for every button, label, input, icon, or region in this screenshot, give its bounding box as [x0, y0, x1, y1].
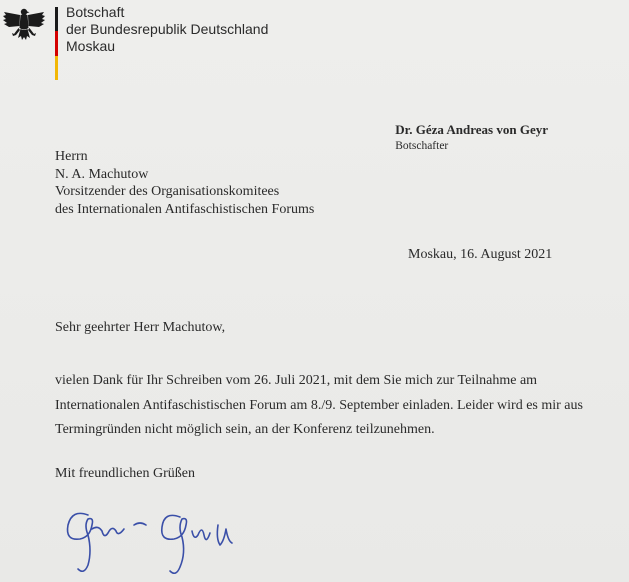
letterhead-line-3: Moskau	[66, 38, 116, 54]
body-line-1: vielen Dank für Ihr Schreiben vom 26. Juli 2021, mit dem Sie mich zur Teilnahme am	[55, 373, 538, 388]
recipient-address	[55, 148, 314, 218]
recipient-line-2: N. A. Machutow	[55, 166, 149, 182]
flag-gold	[55, 56, 58, 80]
recipient-line-4: des Internationalen Antifaschistischen Forums	[55, 201, 315, 217]
closing: Mit freundlichen Grüßen	[55, 466, 195, 481]
body-line-2: Internationalen Antifaschistischen Forum am 8./9. September einladen. Leider wird es mir aus	[55, 397, 583, 413]
sender-name: Dr. Géza Andreas von Geyr	[395, 122, 548, 137]
salutation: Sehr geehrter Herr Machutow,	[55, 320, 226, 335]
flag-red	[55, 31, 58, 56]
sender-block	[395, 122, 548, 154]
recipient-line-1: Herrn	[55, 149, 88, 164]
sender-title: Botschafter	[395, 140, 449, 152]
flag-black	[55, 7, 58, 31]
handwritten-signature	[58, 495, 268, 582]
body-line-3: Termingründen nicht möglich sein, an der Konferenz teilzunehmen.	[55, 422, 435, 437]
federal-eagle-icon	[2, 6, 46, 46]
flag-stripe	[55, 7, 58, 80]
recipient-line-3: Vorsitzender des Organisationskomitees	[55, 184, 280, 199]
letterhead-line-1: Botschaft	[66, 4, 125, 20]
letterhead-text	[66, 4, 268, 55]
letter-body	[55, 369, 583, 443]
letter-date: Moskau, 16. August 2021	[408, 247, 553, 262]
letterhead-line-2: der Bundesrepublik Deutschland	[66, 21, 269, 37]
